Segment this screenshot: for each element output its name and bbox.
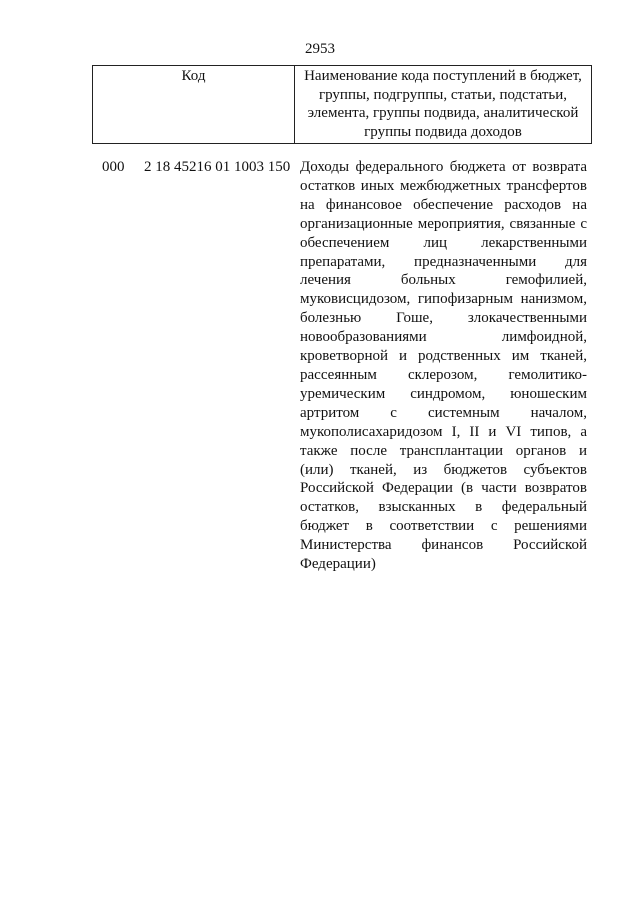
name-column-header: Наименование кода поступлений в бюджет, группы, подгруппы, статьи, подстатьи, элемента, группы подвида, аналитической группы подвида доходов: [295, 66, 592, 144]
table-header-row: [93, 66, 592, 144]
code-column-header: Код: [93, 66, 295, 144]
code-table-header: [92, 65, 592, 144]
admin-code: 000: [102, 159, 125, 175]
budget-code: 2 18 45216 01 1003 150: [144, 159, 291, 175]
page-number: 2953: [305, 41, 335, 57]
code-description: Доходы федерального бюджета от возврата остатков иных межбюджетных трансфертов на финансовое обеспечение расходов на организационные мероприятия, связанные с обеспечением лиц лекарственными препаратами, предназначенными для лечения больных гемофилией, муковисцидозом, гипофизарным нанизмом, болезнью Гоше, злокачественными новообразованиями лимфоидной, кроветворной и родственных им тканей, рассеянным склерозом, гемолитико-уремическим синдромом, юношеским артритом с системным началом, мукополисахаридозом I, II и VI типов, а также после трансплантации органов и (или) тканей, из бюджетов субъектов Российской Федерации (в части возвратов остатков, взысканных в федеральный бюджет в соответствии с решениями Министерства финансов Российской Федерации): [300, 159, 587, 573]
